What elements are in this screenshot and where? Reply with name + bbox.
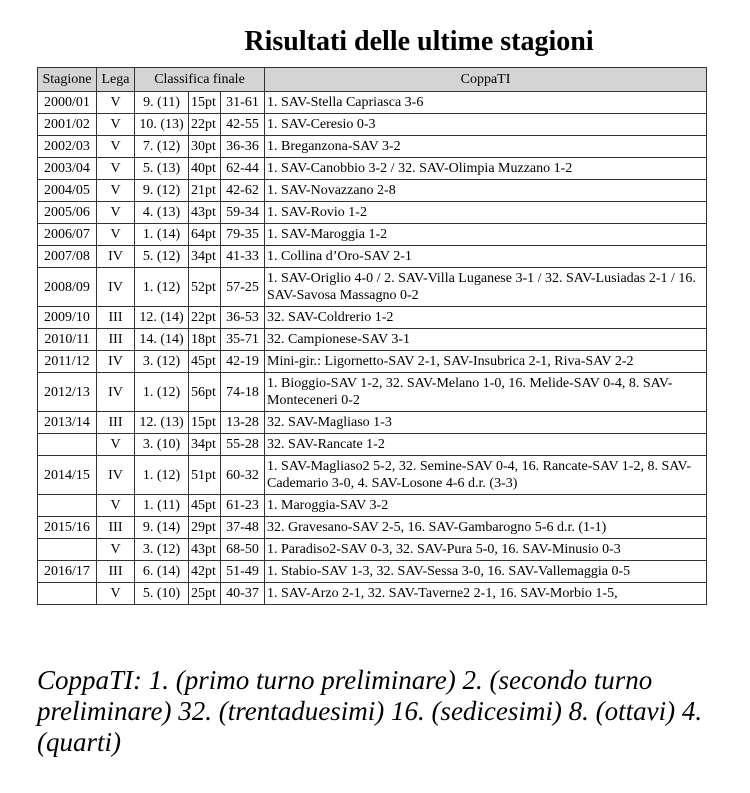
cup-results-cell: 1. SAV-Stella Capriasca 3-6: [265, 92, 707, 114]
points-cell: 40pt: [189, 158, 221, 180]
cup-results-cell: 1. SAV-Canobbio 3-2 / 32. SAV-Olimpia Muzzano 1-2: [265, 158, 707, 180]
results-table: [37, 67, 707, 605]
points-cell: 15pt: [189, 92, 221, 114]
table-row: [38, 307, 707, 329]
cup-results-cell: 1. Collina d’Oro-SAV 2-1: [265, 246, 707, 268]
position-cell: 9. (14): [135, 517, 189, 539]
cup-results-cell: 1. SAV-Arzo 2-1, 32. SAV-Taverne2 2-1, 16. SAV-Morbio 1-5,: [265, 583, 707, 605]
table-row: [38, 434, 707, 456]
table-row: [38, 92, 707, 114]
points-cell: 29pt: [189, 517, 221, 539]
season-cell: 2005/06: [38, 202, 97, 224]
table-row: [38, 224, 707, 246]
table-row: [38, 456, 707, 495]
goals-cell: 41-33: [221, 246, 265, 268]
cup-results-cell: 1. SAV-Maroggia 1-2: [265, 224, 707, 246]
table-row: [38, 329, 707, 351]
season-cell: 2003/04: [38, 158, 97, 180]
table-row: [38, 517, 707, 539]
season-cell: [38, 583, 97, 605]
table-row: [38, 180, 707, 202]
cup-results-cell: 1. SAV-Ceresio 0-3: [265, 114, 707, 136]
position-cell: 3. (12): [135, 539, 189, 561]
position-cell: 1. (14): [135, 224, 189, 246]
goals-cell: 57-25: [221, 268, 265, 307]
position-cell: 12. (13): [135, 412, 189, 434]
table-row: [38, 539, 707, 561]
league-cell: V: [97, 539, 135, 561]
position-cell: 1. (11): [135, 495, 189, 517]
points-cell: 34pt: [189, 246, 221, 268]
points-cell: 43pt: [189, 202, 221, 224]
table-row: [38, 268, 707, 307]
cup-results-cell: 1. Breganzona-SAV 3-2: [265, 136, 707, 158]
cup-results-cell: 32. Campionese-SAV 3-1: [265, 329, 707, 351]
league-cell: IV: [97, 268, 135, 307]
goals-cell: 79-35: [221, 224, 265, 246]
points-cell: 45pt: [189, 495, 221, 517]
position-cell: 4. (13): [135, 202, 189, 224]
goals-cell: 55-28: [221, 434, 265, 456]
cup-results-cell: 1. Stabio-SAV 1-3, 32. SAV-Sessa 3-0, 16. SAV-Vallemaggia 0-5: [265, 561, 707, 583]
season-cell: [38, 539, 97, 561]
league-cell: III: [97, 561, 135, 583]
cup-results-cell: 32. SAV-Rancate 1-2: [265, 434, 707, 456]
goals-cell: 68-50: [221, 539, 265, 561]
cup-results-cell: 1. Paradiso2-SAV 0-3, 32. SAV-Pura 5-0, 16. SAV-Minusio 0-3: [265, 539, 707, 561]
table-row: [38, 202, 707, 224]
league-cell: IV: [97, 246, 135, 268]
goals-cell: 36-53: [221, 307, 265, 329]
league-cell: V: [97, 158, 135, 180]
position-cell: 14. (14): [135, 329, 189, 351]
league-cell: III: [97, 517, 135, 539]
points-cell: 30pt: [189, 136, 221, 158]
table-row: [38, 561, 707, 583]
goals-cell: 42-62: [221, 180, 265, 202]
position-cell: 10. (13): [135, 114, 189, 136]
position-cell: 1. (12): [135, 268, 189, 307]
goals-cell: 40-37: [221, 583, 265, 605]
season-cell: 2012/13: [38, 373, 97, 412]
goals-cell: 74-18: [221, 373, 265, 412]
page-title: Risultati delle ultime stagioni: [244, 26, 594, 57]
position-cell: 5. (12): [135, 246, 189, 268]
position-cell: 3. (10): [135, 434, 189, 456]
league-cell: V: [97, 114, 135, 136]
cup-results-cell: 1. SAV-Origlio 4-0 / 2. SAV-Villa Luganese 3-1 / 32. SAV-Lusiadas 2-1 / 16. SAV-Savosa Massagno 0-2: [265, 268, 707, 307]
goals-cell: 61-23: [221, 495, 265, 517]
goals-cell: 60-32: [221, 456, 265, 495]
goals-cell: 13-28: [221, 412, 265, 434]
points-cell: 25pt: [189, 583, 221, 605]
table-row: [38, 373, 707, 412]
table-row: [38, 136, 707, 158]
goals-cell: 42-19: [221, 351, 265, 373]
table-row: [38, 495, 707, 517]
table-row: [38, 412, 707, 434]
position-cell: 5. (13): [135, 158, 189, 180]
cup-results-cell: 1. Maroggia-SAV 3-2: [265, 495, 707, 517]
league-cell: III: [97, 329, 135, 351]
league-cell: V: [97, 224, 135, 246]
header-classifica: Classifica finale: [135, 68, 265, 92]
points-cell: 51pt: [189, 456, 221, 495]
league-cell: V: [97, 92, 135, 114]
season-cell: 2004/05: [38, 180, 97, 202]
points-cell: 18pt: [189, 329, 221, 351]
header-coppa: CoppaTI: [265, 68, 707, 92]
position-cell: 9. (12): [135, 180, 189, 202]
position-cell: 5. (10): [135, 583, 189, 605]
season-cell: 2013/14: [38, 412, 97, 434]
points-cell: 56pt: [189, 373, 221, 412]
cup-results-cell: 1. SAV-Magliaso2 5-2, 32. Semine-SAV 0-4, 16. Rancate-SAV 1-2, 8. SAV-Cademario 3-0, 4. SAV-Losone 4-6 d.r. (3-3): [265, 456, 707, 495]
season-cell: 2002/03: [38, 136, 97, 158]
position-cell: 6. (14): [135, 561, 189, 583]
league-cell: V: [97, 202, 135, 224]
season-cell: 2011/12: [38, 351, 97, 373]
table-row: [38, 158, 707, 180]
points-cell: 15pt: [189, 412, 221, 434]
season-cell: 2016/17: [38, 561, 97, 583]
position-cell: 3. (12): [135, 351, 189, 373]
cup-results-cell: 1. SAV-Novazzano 2-8: [265, 180, 707, 202]
goals-cell: 31-61: [221, 92, 265, 114]
points-cell: 34pt: [189, 434, 221, 456]
season-cell: [38, 434, 97, 456]
cup-results-cell: 32. Gravesano-SAV 2-5, 16. SAV-Gambarogno 5-6 d.r. (1-1): [265, 517, 707, 539]
position-cell: 1. (12): [135, 373, 189, 412]
goals-cell: 37-48: [221, 517, 265, 539]
league-cell: III: [97, 412, 135, 434]
table-row: [38, 114, 707, 136]
points-cell: 45pt: [189, 351, 221, 373]
header-stagione: Stagione: [38, 68, 97, 92]
goals-cell: 36-36: [221, 136, 265, 158]
goals-cell: 59-34: [221, 202, 265, 224]
season-cell: 2015/16: [38, 517, 97, 539]
goals-cell: 42-55: [221, 114, 265, 136]
league-cell: V: [97, 495, 135, 517]
season-cell: 2009/10: [38, 307, 97, 329]
league-cell: V: [97, 180, 135, 202]
season-cell: 2007/08: [38, 246, 97, 268]
league-cell: IV: [97, 373, 135, 412]
cup-legend-note: CoppaTI: 1. (primo turno preliminare) 2. (secondo turno preliminare) 32. (trentaduesimi) 16. (sedicesimi) 8. (ottavi) 4. (quarti): [37, 665, 703, 757]
season-cell: 2006/07: [38, 224, 97, 246]
goals-cell: 35-71: [221, 329, 265, 351]
league-cell: IV: [97, 351, 135, 373]
points-cell: 22pt: [189, 114, 221, 136]
header-lega: Lega: [97, 68, 135, 92]
season-cell: 2014/15: [38, 456, 97, 495]
season-cell: [38, 495, 97, 517]
position-cell: 7. (12): [135, 136, 189, 158]
cup-results-cell: 1. Bioggio-SAV 1-2, 32. SAV-Melano 1-0, 16. Melide-SAV 0-4, 8. SAV-Monteceneri 0-2: [265, 373, 707, 412]
goals-cell: 62-44: [221, 158, 265, 180]
table-row: [38, 246, 707, 268]
league-cell: III: [97, 307, 135, 329]
league-cell: V: [97, 583, 135, 605]
position-cell: 1. (12): [135, 456, 189, 495]
points-cell: 43pt: [189, 539, 221, 561]
cup-results-cell: 1. SAV-Rovio 1-2: [265, 202, 707, 224]
points-cell: 42pt: [189, 561, 221, 583]
position-cell: 12. (14): [135, 307, 189, 329]
table-row: [38, 583, 707, 605]
season-cell: 2001/02: [38, 114, 97, 136]
cup-results-cell: 32. SAV-Magliaso 1-3: [265, 412, 707, 434]
season-cell: 2000/01: [38, 92, 97, 114]
cup-results-cell: 32. SAV-Coldrerio 1-2: [265, 307, 707, 329]
position-cell: 9. (11): [135, 92, 189, 114]
season-cell: 2010/11: [38, 329, 97, 351]
points-cell: 22pt: [189, 307, 221, 329]
league-cell: V: [97, 434, 135, 456]
table-header-row: [38, 68, 707, 92]
league-cell: V: [97, 136, 135, 158]
league-cell: IV: [97, 456, 135, 495]
points-cell: 64pt: [189, 224, 221, 246]
goals-cell: 51-49: [221, 561, 265, 583]
season-cell: 2008/09: [38, 268, 97, 307]
points-cell: 52pt: [189, 268, 221, 307]
cup-results-cell: Mini-gir.: Ligornetto-SAV 2-1, SAV-Insubrica 2-1, Riva-SAV 2-2: [265, 351, 707, 373]
points-cell: 21pt: [189, 180, 221, 202]
table-row: [38, 351, 707, 373]
